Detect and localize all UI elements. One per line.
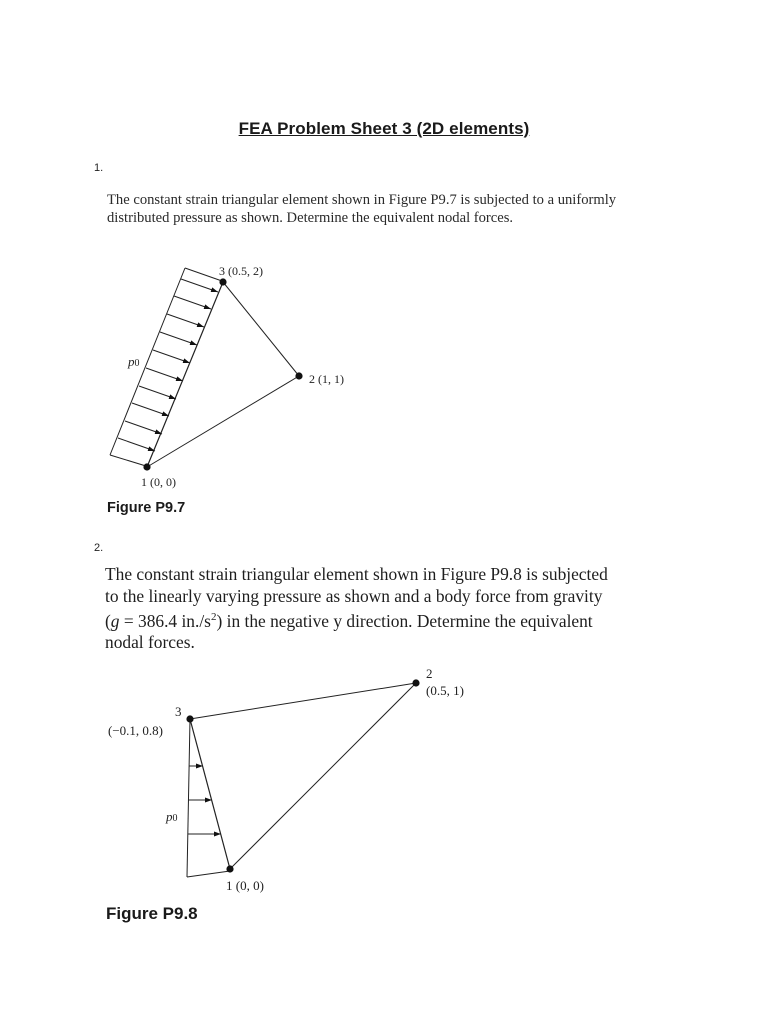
node-2-p9-8 <box>412 679 419 686</box>
node-2-id-p9-8: 2 <box>426 666 433 681</box>
problem-2-line-2: to the linearly varying pressure as shown and a body force from gravity <box>105 585 603 606</box>
node-2-p9-7 <box>295 372 302 379</box>
node-3-id-p9-8: 3 <box>175 704 182 719</box>
figure-p9-7-caption: Figure P9.7 <box>107 500 186 516</box>
node-3-label-p9-7: 3 (0.5, 2) <box>219 264 263 278</box>
load-label-p: p <box>128 354 135 369</box>
node-3-coord-p9-8: (−0.1, 0.8) <box>108 723 163 738</box>
problem-2-line-4: nodal forces. <box>105 632 195 653</box>
problem-1-number: 1. <box>94 162 104 174</box>
load-label-sub: 0 <box>134 358 140 369</box>
problem-2-line-3 <box>105 607 695 632</box>
element-triangle-p9-8 <box>190 683 416 869</box>
g-value: = 386.4 in./s <box>119 610 211 631</box>
g-rest: ) in the negative y direction. Determine the equivalent <box>216 610 593 631</box>
node-1-label-p9-7: 1 (0, 0) <box>141 475 176 489</box>
g-symbol: g <box>110 610 120 631</box>
node-1-p9-8 <box>226 865 233 872</box>
pressure-load-p9-7 <box>110 268 222 466</box>
page-title: FEA Problem Sheet 3 (2D elements) <box>238 119 530 138</box>
node-2-coord-p9-8: (0.5, 1) <box>426 683 464 698</box>
pressure-load-p9-8 <box>187 719 230 877</box>
load-label-p9-8 <box>165 809 178 824</box>
g-open: ( <box>105 610 111 631</box>
element-triangle-p9-7 <box>147 282 299 467</box>
node-3-p9-7 <box>219 278 226 285</box>
problem-2-line-1: The constant strain triangular element shown in Figure P9.8 is subjected <box>105 564 608 584</box>
node-2-label-p9-7: 2 (1, 1) <box>309 372 344 386</box>
problem-1-text: The constant strain triangular element shown in Figure P9.7 is subjected to a uniformly distributed pressure as shown. Determine the equivalent nodal forces. <box>107 192 617 226</box>
problem-2-text <box>105 564 695 654</box>
problem-2-number: 2. <box>94 542 104 554</box>
node-1-label-p9-8: 1 (0, 0) <box>226 878 264 893</box>
load-label-p9-7 <box>127 354 140 369</box>
load-label-p2: p <box>166 809 173 824</box>
g-exponent: 2 <box>210 611 217 623</box>
node-1-p9-7 <box>143 463 150 470</box>
figure-p9-8-caption: Figure P9.8 <box>106 904 198 923</box>
node-3-p9-8 <box>186 715 193 722</box>
load-label-sub2: 0 <box>172 813 178 824</box>
